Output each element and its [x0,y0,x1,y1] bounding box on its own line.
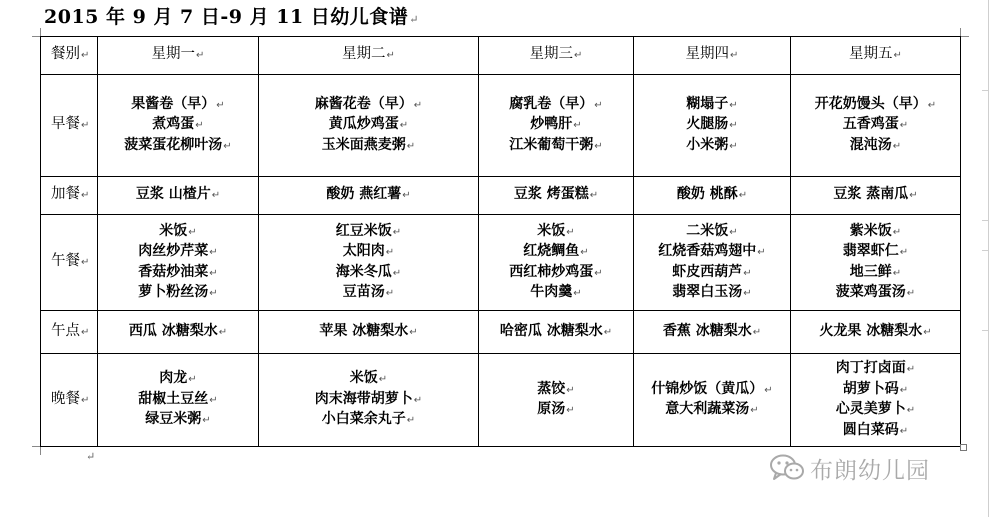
meal-label: 午餐↵ [41,215,98,311]
dish-line: 开花奶馒头（早）↵ [814,95,937,112]
dish-line: 太阳肉↵ [342,243,395,259]
dish-line: 什锦炒饭（黄瓜）↵ [651,380,773,397]
dish-line: 火腿肠↵ [686,116,738,133]
dish-line: 肉丝炒芹菜↵ [138,243,218,259]
dish-line: 豆浆 山楂片↵ [135,186,221,203]
menu-cell [634,75,791,177]
wechat-icon [770,454,804,482]
dish-line: 肉龙↵ [159,370,197,387]
dish-line: 豆浆 蒸南瓜↵ [833,186,918,203]
menu-cell [98,75,259,177]
menu-cell [634,311,791,354]
dish-line: 豆浆 烤蛋糕↵ [513,186,599,203]
menu-cell [479,177,634,215]
dish-line: 小米粥↵ [686,136,738,153]
watermark [770,450,930,486]
dish-line: 麻酱花卷（早）↵ [314,95,423,112]
meal-label: 加餐↵ [41,177,98,215]
meal-row [41,311,961,354]
dish-line: 绿豆米粥↵ [145,411,211,428]
day-header: 星期二↵ [259,37,479,75]
menu-cell [98,311,259,354]
dish-line: 香菇炒油菜↵ [138,263,218,280]
day-header: 星期一↵ [98,37,259,75]
dish-line: 翡翠白玉汤↵ [672,284,752,300]
dish-line: 炒鸭肝↵ [530,116,582,133]
dish-line: 豆苗汤↵ [342,284,395,300]
dish-line: 腐乳卷（早）↵ [509,95,603,112]
dish-line: 海米冬瓜↵ [335,263,402,280]
dish-line: 苹果 冰糖梨水↵ [319,322,418,339]
menu-cell [791,354,961,447]
dish-line: 混沌汤↵ [849,136,902,153]
dish-line: 米饭↵ [537,222,575,239]
dish-line: 菠菜蛋花柳叶汤↵ [124,136,232,153]
dish-line: 地三鲜↵ [849,263,902,280]
menu-cell [98,215,259,311]
ruler-tick [982,250,988,251]
dish-line: 圆白菜码↵ [842,421,909,438]
dish-line: 红豆米饭↵ [335,222,402,239]
dish-line: 江米葡萄干粥↵ [509,136,603,153]
ruler-tick [982,90,988,91]
dish-line: 紫米饭↵ [849,222,902,239]
menu-cell [634,354,791,447]
menu-cell [791,177,961,215]
header-row [41,37,961,75]
meal-label: 午点↵ [41,311,98,354]
dish-line: 五香鸡蛋↵ [842,116,909,133]
dish-line: 米饭↵ [159,222,197,239]
menu-cell [791,215,961,311]
day-header: 星期三↵ [479,37,634,75]
dish-line: 酸奶 桃酥↵ [676,186,748,203]
document-title: 2015 年 9 月 7 日-9 月 11 日幼儿食谱↵ [44,6,420,28]
corner-mark [32,446,41,455]
day-header: 星期五↵ [791,37,961,75]
dish-line: 甜椒土豆丝↵ [138,390,218,407]
meal-label: 早餐↵ [41,75,98,177]
table-resize-handle[interactable] [960,444,967,451]
dish-line: 西红柿炒鸡蛋↵ [509,263,603,280]
dish-line: 牛肉羹↵ [530,284,582,300]
menu-cell [479,311,634,354]
dish-line: 红烧香菇鸡翅中↵ [658,243,766,259]
watermark-text: 布朗幼儿园 [810,457,930,484]
ruler-tick [982,330,988,331]
dish-line: 菠菜鸡蛋汤↵ [835,284,916,300]
dish-line: 肉丁打卤面↵ [835,360,916,376]
dish-line: 二米饭↵ [686,222,738,239]
dish-line: 胡萝卜码↵ [842,380,909,397]
paragraph-mark: ↵ [86,450,96,463]
dish-line: 西瓜 冰糖梨水↵ [128,322,228,339]
dish-line: 萝卜粉丝汤↵ [138,284,218,300]
menu-cell [791,75,961,177]
meal-row [41,354,961,447]
corner-header: 餐别↵ [41,37,98,75]
menu-cell [98,177,259,215]
meal-row [41,75,961,177]
dish-line: 果酱卷（早）↵ [131,95,225,112]
ruler-tick [982,220,988,221]
dish-line: 酸奶 燕红薯↵ [326,186,411,203]
dish-line: 意大利蔬菜汤↵ [665,401,759,417]
menu-cell [259,177,479,215]
meal-row [41,215,961,311]
menu-cell [634,177,791,215]
paragraph-mark: ↵ [409,13,420,26]
dish-line: 玉米面燕麦粥↵ [321,136,416,153]
dish-line: 心灵美萝卜↵ [835,401,916,417]
dish-line: 糊塌子↵ [686,95,738,112]
dish-line: 米饭↵ [349,370,388,387]
menu-cell [259,311,479,354]
dish-line: 红烧鲷鱼↵ [523,243,589,259]
dish-line: 翡翠虾仁↵ [842,243,909,259]
dish-line: 肉末海带胡萝卜↵ [314,390,423,407]
dish-line: 原汤↵ [537,401,575,417]
menu-cell [634,215,791,311]
menu-cell [98,354,259,447]
meal-label: 晚餐↵ [41,354,98,447]
page-edge-line [988,0,989,517]
dish-line: 哈密瓜 冰糖梨水↵ [499,322,613,339]
menu-cell [479,75,634,177]
dish-line: 香蕉 冰糖梨水↵ [662,322,762,339]
menu-table [40,36,961,447]
day-header: 星期四↵ [634,37,791,75]
menu-cell [259,215,479,311]
dish-line: 煮鸡蛋↵ [152,116,204,133]
menu-cell [259,354,479,447]
dish-line: 小白菜余丸子↵ [321,411,416,428]
dish-line: 蒸饺↵ [537,380,575,397]
menu-cell [791,311,961,354]
menu-cell [259,75,479,177]
corner-mark [960,28,969,37]
meal-row [41,177,961,215]
dish-line: 虾皮西葫芦↵ [672,263,752,280]
menu-cell [479,354,634,447]
dish-line: 黄瓜炒鸡蛋↵ [328,116,409,133]
dish-line: 火龙果 冰糖梨水↵ [819,322,932,339]
menu-cell [479,215,634,311]
